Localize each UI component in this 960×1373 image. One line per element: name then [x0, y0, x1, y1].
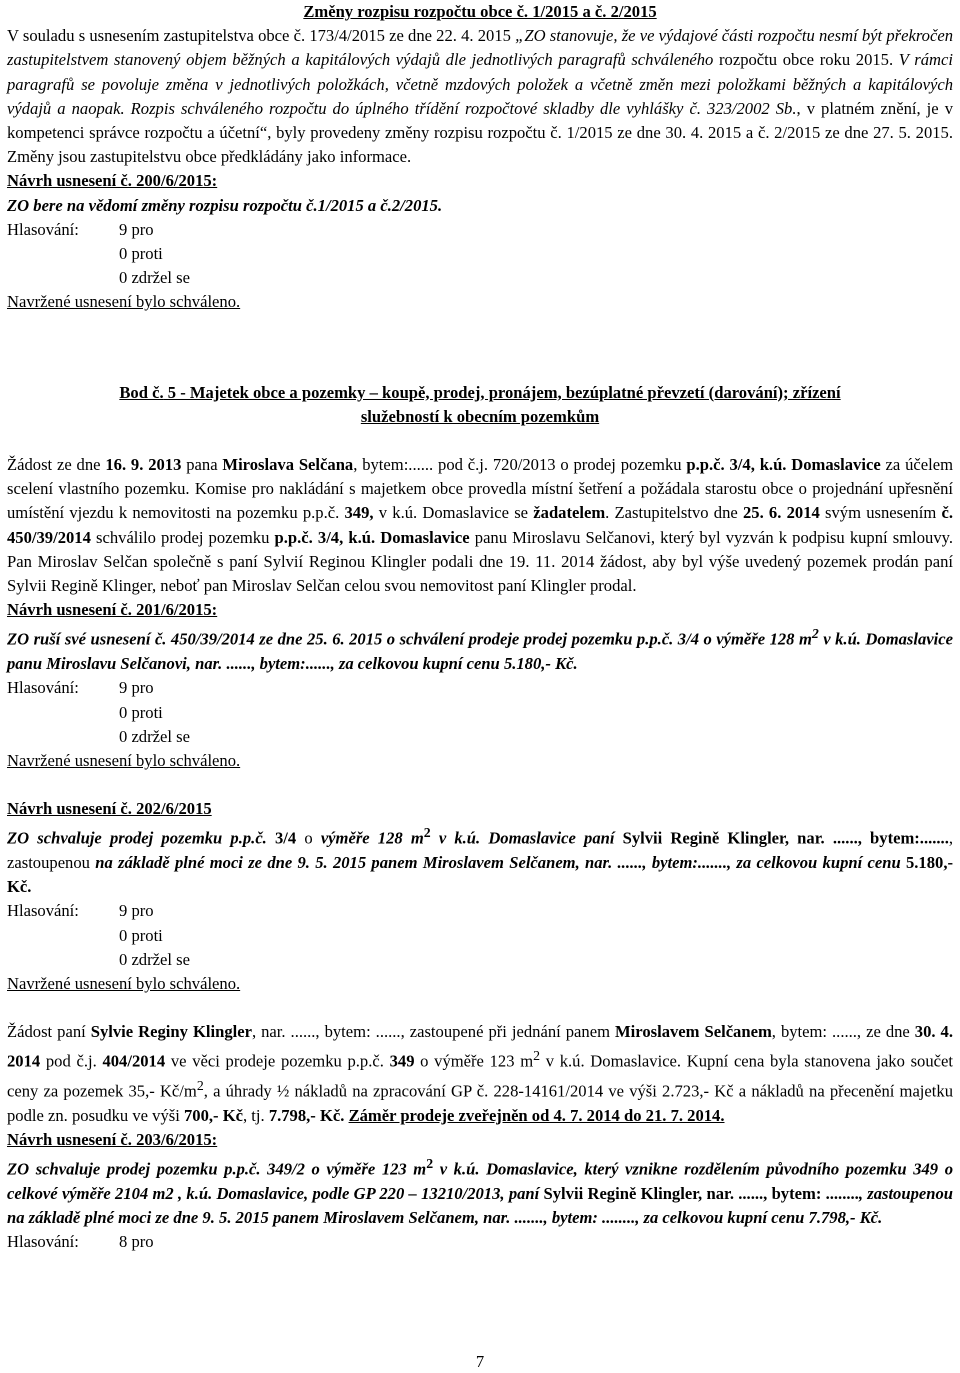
vote-against: 0 proti	[119, 244, 163, 264]
vote-for: 8 pro	[119, 1232, 154, 1252]
text: 3/4	[274, 828, 297, 848]
text: v k.ú. Domaslavice se	[373, 503, 534, 523]
text: p.p.č. 3/4 o výměře 128 m	[636, 629, 812, 649]
page-number: 7	[475, 1352, 485, 1371]
publication-notice: Záměr prodeje zveřejněn od 4. 7. 2014 do 21. 7. 2014.	[348, 1105, 725, 1125]
text: 349,	[344, 503, 374, 523]
text: v k.ú. Domaslavice panu Miroslavu Selčanovi, nar. ......, bytem:......	[7, 629, 953, 674]
text: , zastoupenou na základě plné moci ze dne 9. 5. 2015 panem Miroslavem Selčanem, nar. ......., bytem: ........, za celkovou kupní cenu 7.798,- Kč.	[7, 1184, 953, 1228]
text: výměře 128 m	[320, 828, 424, 848]
vote-abstain: 0 zdržel se	[119, 268, 190, 288]
resolution-text	[7, 622, 953, 676]
intro-text: V souladu s usnesením zastupitelstva obce č. 173/4/2015 ze dne 22. 4. 2015	[7, 26, 511, 46]
vote-against: 0 proti	[119, 925, 163, 945]
text: ve věci prodeje pozemku p.p.č.	[165, 1051, 390, 1071]
resolution-label: Návrh usnesení č. 201/6/2015:	[7, 600, 218, 620]
text: v k.ú. Domaslavice. Kupní cena byla stanovena jako součet ceny za pozemek 35,- Kč/m	[7, 1051, 953, 1101]
vote-for: 9 pro	[119, 219, 154, 239]
text: za účelem scelení vlastního pozemku. Komise pro nakládání s majetkem obce provedla místní šetření a požádala starostu obce o projednání upřesnění umístění vjezdu k nemovitosti na pozemku p.p.č.	[7, 455, 953, 523]
vote-result: Navržené usnesení bylo schváleno.	[7, 974, 241, 994]
text: . Zastupitelstvo dne	[605, 503, 743, 523]
agenda-item-title: 5 - Majetek obce a pozemky – koupě, prodej, pronájem, bezúplatné převzetí (darování); zřízení	[163, 382, 841, 402]
text: Sylvii Regině Klingler, nar. ......, bytem:.......	[622, 828, 949, 848]
text: v k.ú. Domaslavice, který vznikne rozdělením původního pozemku 349 o celkové výměře 2104 m2 , k.ú. Domaslavice, podle GP 220 – 13210/2013, paní	[7, 1159, 953, 1204]
intro-text: , v platném znění, je v kompetenci správce rozpočtu a účetní“, byly provedeny změny rozpisu rozpočtu č. 1/2015 ze dne 30. 4. 2015 a č. 2/2015 ze dne 27. 5. 2015. Změny jsou zastupitelstvu obce předkládány jako informace.	[7, 98, 953, 167]
vote-for: 9 pro	[119, 678, 154, 698]
resolution-text: ZO bere na vědomí změny rozpisu rozpočtu č.1/2015 a č.2/2015.	[7, 195, 443, 215]
superscript: 2	[426, 1156, 434, 1172]
resolution-label: Návrh usnesení č. 202/6/2015	[7, 799, 212, 819]
text: o schválení prodeje prodej pozemku	[382, 629, 637, 649]
text: žadatelem	[533, 503, 606, 523]
vote-block	[7, 899, 953, 972]
text: Sylvii Regině Klingler, nar. ......, bytem: ........	[543, 1184, 859, 1204]
text: p.p.č. 3/4, k.ú. Domaslavice	[274, 527, 470, 547]
document-page	[7, 0, 953, 1255]
vote-abstain: 0 zdržel se	[119, 949, 190, 969]
vote-abstain: 0 zdržel se	[119, 726, 190, 746]
intro-text: rozpočtu obce roku 2015.	[713, 50, 899, 70]
text: pana	[181, 455, 223, 474]
text: Miroslava Selčana	[222, 455, 354, 474]
text: v k.ú. Domaslavice paní	[430, 828, 623, 848]
text: 404/2014	[102, 1051, 166, 1071]
resolution-text	[7, 1152, 953, 1230]
text: na základě plné moci ze dne 9. 5. 2015 panem Miroslavem Selčanem, nar. ......, bytem:.......	[95, 853, 727, 873]
intro-paragraph	[7, 24, 953, 169]
agenda-item-title: služebností k obecním pozemkům	[360, 406, 600, 426]
resolution-label: Návrh usnesení č. 203/6/2015:	[7, 1130, 218, 1150]
text: Sylvie Reginy Klingler	[90, 1022, 252, 1042]
text: pod č.j.	[40, 1051, 103, 1071]
request-paragraph	[7, 453, 953, 598]
text: 349	[389, 1051, 415, 1071]
intro-quote: V rámci paragrafů se povoluje změna v jednotlivých položkách, včetně mzdových položek a včetně změn mezi položkami běžných a kapitálových výdajů a naopak. Rozpis schváleného rozpočtu do úplného třídění rozpočtové skladby dle vyhlášky č. 323/2002 Sb.	[7, 50, 953, 118]
resolution-label: Návrh usnesení č. 200/6/2015:	[7, 171, 218, 191]
text: ZO ruší své usnesení	[7, 629, 155, 649]
vote-block	[7, 218, 953, 291]
text: č. 450/39/2014	[7, 503, 953, 547]
text: , bytem: ......, ze dne	[771, 1022, 915, 1042]
intro-quote: „ZO stanovuje, že ve výdajové části rozpočtu nesmí být překročen zastupitelstvem stanovený objem běžných a kapitálových výdajů dle jednotlivých paragrafů schváleného	[7, 26, 953, 70]
text: 30. 4. 2014	[7, 1022, 953, 1071]
resolution-text	[7, 821, 953, 899]
request-paragraph	[7, 1020, 953, 1128]
text: 5.180,-Kč.	[7, 853, 953, 897]
vote-result: Navržené usnesení bylo schváleno.	[7, 750, 241, 770]
text: 7.798,- Kč.	[268, 1105, 345, 1125]
vote-block	[7, 1230, 953, 1254]
superscript: 2	[533, 1048, 541, 1064]
vote-against: 0 proti	[119, 702, 163, 722]
text: , a úhrady ½ nákladů na zpracování GP č. 228-14161/2014 ve výši 2.723,- Kč a nákladů na přecenění majetku podle zn. posudku ve výši	[7, 1081, 953, 1125]
text: Miroslavem Selčanem	[615, 1022, 772, 1042]
vote-result: Navržené usnesení bylo schváleno.	[7, 292, 241, 312]
text: ZO schvaluje prodej pozemku p.p.č.	[7, 828, 275, 848]
text: svým usnesením	[819, 503, 942, 523]
text: Žádost paní	[7, 1022, 91, 1042]
text: , nar. ......, bytem: ......, zastoupené při jednání panem	[251, 1022, 615, 1042]
text: , zastoupenou	[7, 828, 954, 873]
vote-for: 9 pro	[119, 901, 154, 921]
text: schválilo prodej pozemku	[90, 527, 275, 547]
text: Žádost ze dne	[7, 455, 106, 474]
text: , za celkovou kupní cenu	[726, 853, 906, 873]
text: 700,- Kč	[183, 1105, 243, 1125]
text: 16. 9. 2013	[105, 455, 182, 474]
vote-label: Hlasování:	[7, 678, 79, 698]
text: , bytem:...... pod č.j. 720/2013 o prodej pozemku	[353, 455, 687, 474]
vote-block	[7, 676, 953, 749]
vote-label: Hlasování:	[7, 219, 79, 239]
text: č. 450/39/2014 ze dne 25. 6. 2015	[154, 629, 383, 649]
text: o výměře 123 m	[414, 1051, 534, 1071]
text: p.p.č. 3/4, k.ú. Domaslavice	[686, 455, 881, 474]
agenda-item-heading	[7, 381, 953, 429]
text: o	[296, 828, 321, 848]
text: ZO schvaluje prodej pozemku p.p.č. 349/2 o výměře 123 m	[7, 1159, 427, 1179]
text: 25. 6. 2014	[742, 503, 820, 523]
superscript: 2	[196, 1078, 204, 1094]
vote-label: Hlasování:	[7, 1232, 79, 1252]
text: 5.180,- Kč.	[503, 654, 578, 674]
superscript: 2	[811, 626, 819, 642]
agenda-item-number: Bod č.	[119, 382, 164, 402]
section-title: Změny rozpisu rozpočtu obce č. 1/2015 a č. 2/2015	[303, 2, 657, 21]
vote-label: Hlasování:	[7, 901, 79, 921]
text: , tj.	[242, 1105, 269, 1125]
text: , za celkovou kupní cenu	[330, 654, 504, 674]
text: panu Miroslavu Selčanovi, který byl vyzván k podpisu kupní smlouvy. Pan Miroslav Selčan společně s paní Sylvií Reginou Klingler podali dne 19. 11. 2014 žádost, aby byl výše uvedený pozemek prodán paní Sylvii Regině Klinger, neboť pan Miroslav Selčan celou svou nemovitost paní Klingler prodal.	[7, 527, 953, 596]
superscript: 2	[423, 825, 431, 841]
